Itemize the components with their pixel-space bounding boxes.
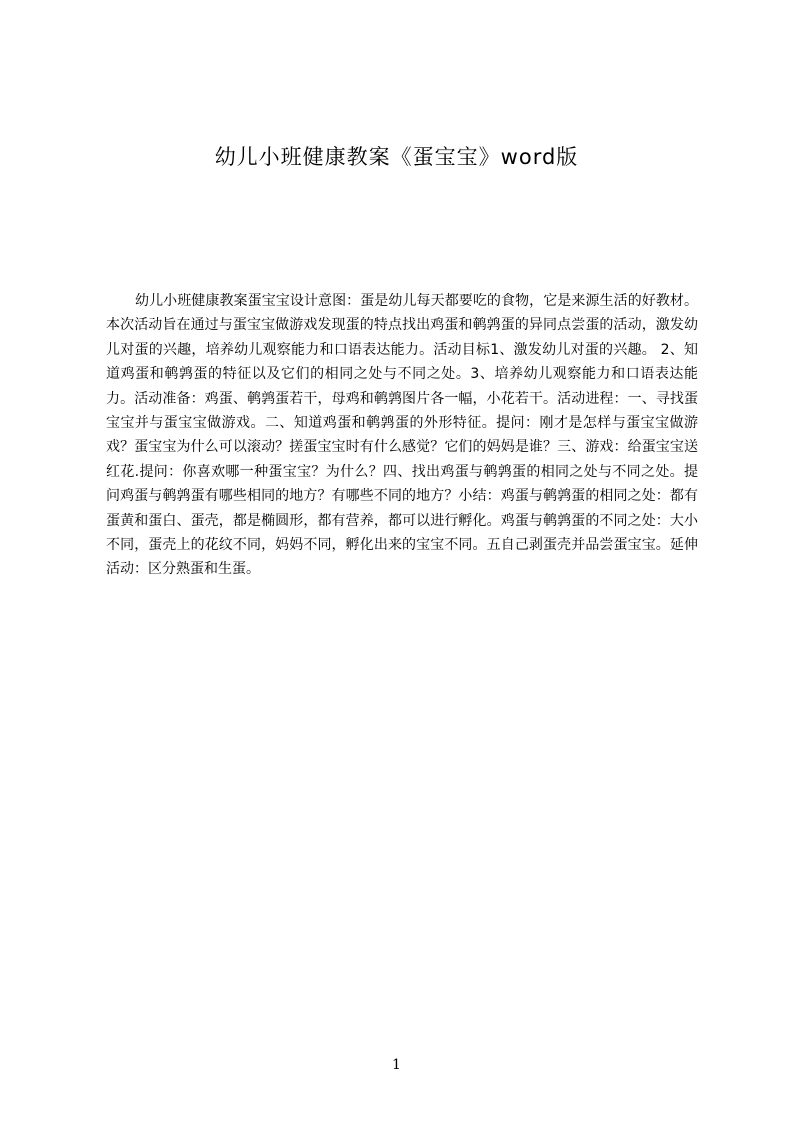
page-number: 1 xyxy=(392,1057,401,1073)
document-body xyxy=(106,289,698,639)
document-title: 幼儿小班健康教案《蛋宝宝》word版 xyxy=(214,145,579,169)
body-paragraph: 幼儿小班健康教案蛋宝宝设计意图：蛋是幼儿每天都要吃的食物，它是来源生活的好教材。本次活动旨在通过与蛋宝宝做游戏发现蛋的特点找出鸡蛋和鹌鹑蛋的异同点尝蛋的活动，激发幼儿对蛋的兴趣，培养幼儿观察能力和口语表达能力。活动目标1、激发幼儿对蛋的兴趣。 2、知道鸡蛋和鹌鹑蛋的特征以及它们的相同之处与不同之处。3、培养幼儿观察能力和口语表达能力。活动准备：鸡蛋、鹌鹑蛋若干，母鸡和鹌鹑图片各一幅，小花若干。活动进程：一、寻找蛋宝宝并与蛋宝宝做游戏。二、知道鸡蛋和鹌鹑蛋的外形特征。提问：刚才是怎样与蛋宝宝做游戏？蛋宝宝为什么可以滚动？搓蛋宝宝时有什么感觉？它们的妈妈是谁？三、游戏：给蛋宝宝送红花.提问：你喜欢哪一种蛋宝宝？为什么？四、找出鸡蛋与鹌鹑蛋的相同之处与不同之处。提问鸡蛋与鹌鹑蛋有哪些相同的地方？有哪些不同的地方？小结：鸡蛋与鹌鹑蛋的相同之处：都有蛋黄和蛋白、蛋壳，都是椭圆形，都有营养，都可以进行孵化。鸡蛋与鹌鹑蛋的不同之处：大小不同，蛋壳上的花纹不同，妈妈不同，孵化出来的宝宝不同。五自己剥蛋壳并品尝蛋宝宝。延伸活动：区分熟蛋和生蛋。 xyxy=(106,293,698,578)
